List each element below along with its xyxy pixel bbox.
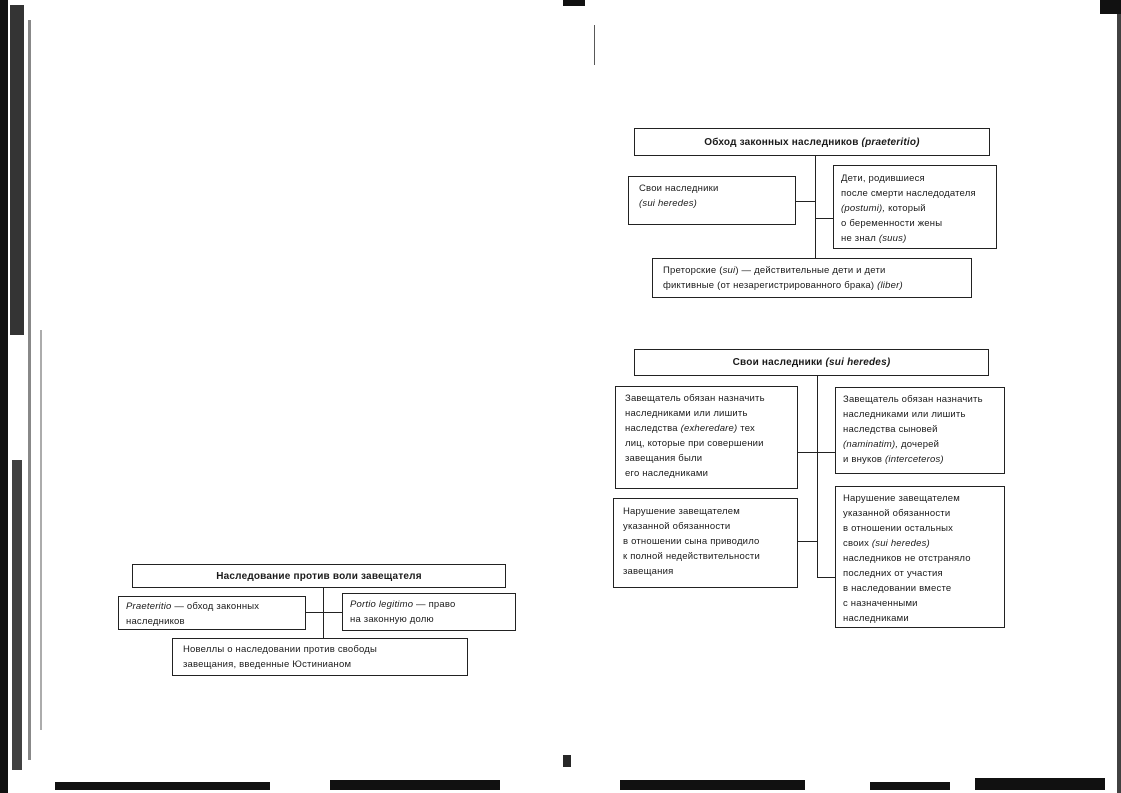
postumi-box: Дети, родившиеся после смерти наследодателя (postumi), который о беременности жены не знал (suus) xyxy=(833,165,997,249)
pretor-box: Преторские (sui) — действительные дети и дети фиктивные (от незарегистрированного брака) (liber) xyxy=(652,258,972,298)
connector xyxy=(797,452,835,453)
praeteritio-box xyxy=(118,596,306,630)
scan-bottom-3 xyxy=(620,780,805,790)
scan-top-right xyxy=(1100,0,1121,14)
scan-curve-mark xyxy=(594,25,595,65)
scan-edge-left-4 xyxy=(28,20,31,760)
bottom-title: Свои наследники (sui heredes) xyxy=(732,357,891,368)
connector xyxy=(304,612,343,613)
connector xyxy=(815,156,816,259)
top-title: Обход законных наследников (praeteritio) xyxy=(704,136,920,148)
left-title-box xyxy=(132,564,506,588)
scan-bottom-4 xyxy=(870,782,950,790)
scan-bottom-2 xyxy=(330,780,500,790)
scan-edge-left-2 xyxy=(10,5,24,335)
scan-right-edge xyxy=(1117,0,1121,793)
connector xyxy=(817,577,835,578)
connector xyxy=(795,201,816,202)
portio-box xyxy=(342,593,516,631)
portio-term: Portio legitimo xyxy=(350,599,414,610)
top-title-box xyxy=(634,128,990,156)
novels-line1: Новеллы о наследовании против свободы xyxy=(183,644,378,655)
connector xyxy=(323,588,324,640)
bottom-title-box xyxy=(634,349,989,376)
sui-box xyxy=(628,176,796,225)
praeteritio-term: Praeteritio xyxy=(126,601,172,612)
novels-line2: завещания, введенные Юстинианом xyxy=(183,659,352,670)
scan-top-mid xyxy=(563,0,585,6)
scan-edge-left-5 xyxy=(40,330,42,730)
connector xyxy=(797,541,817,542)
scan-edge-left xyxy=(0,0,8,793)
left-title: Наследование против воли завещателя xyxy=(216,570,422,582)
scan-edge-left-3 xyxy=(12,460,22,770)
connector xyxy=(817,376,818,578)
praeteritio-line2: наследников xyxy=(126,616,185,627)
sui-line1: Свои наследники xyxy=(639,183,719,194)
connector xyxy=(815,218,834,219)
sui-line2: (sui heredes) xyxy=(639,198,698,209)
box-a: Завещатель обязан назначить наследниками или лишить наследства (exheredare) тех лиц, которые при совершении завещания были его наследниками xyxy=(615,386,798,489)
praeteritio-rest: — обход законных xyxy=(171,601,260,612)
scan-mid-mark xyxy=(563,755,571,767)
portio-rest: — право xyxy=(413,599,456,610)
portio-line2: на законную долю xyxy=(350,614,434,625)
scan-bottom-1 xyxy=(55,782,270,790)
box-d: Нарушение завещателем указанной обязанности в отношении остальных своих (sui heredes) наследников не отстраняло последних от участия в наследовании вместе с назначенными наследниками xyxy=(835,486,1005,628)
box-c: Нарушение завещателем указанной обязанности в отношении сына приводило к полной недействительности завещания xyxy=(613,498,798,588)
novels-box xyxy=(172,638,468,676)
scan-bottom-5 xyxy=(975,778,1105,790)
box-b: Завещатель обязан назначить наследниками или лишить наследства сыновей (naminatim), дочерей и внуков (interceteros) xyxy=(835,387,1005,474)
